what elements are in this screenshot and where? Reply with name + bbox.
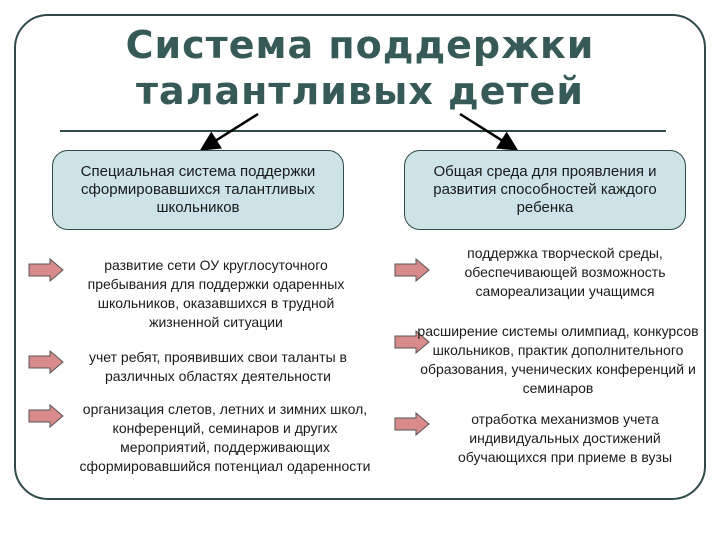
left-category-label: Специальная система поддержки сформировавшихся талантливых школьников (80, 163, 316, 216)
right-item-3: отработка механизмов учета индивидуальных достижений обучающихся при приеме в вузы (457, 411, 673, 465)
title-line-2: талантливых детей (136, 69, 584, 113)
left-item-1: развитие сети ОУ круглосуточного пребывания для поддержки одаренных школьников, оказавшихся в трудной жизненной ситуации (87, 257, 345, 330)
arrow-to-left-box (204, 114, 258, 148)
right-category-box (404, 150, 686, 230)
right-item-2: расширение системы олимпиад, конкурсов школьников, практик дополнительного образования, ученических конференций и семинаров (417, 323, 699, 396)
right-category-label: Общая среда для проявления и развития способностей каждого ребенка (433, 163, 657, 216)
right-arrow-icon (394, 412, 430, 436)
right-item-1: поддержка творческой среды, обеспечивающей возможность самореализации учащимся (464, 245, 666, 299)
title-line-1: Система поддержки (125, 23, 595, 67)
right-arrow-icon (394, 258, 430, 282)
right-arrow-icon (28, 350, 64, 374)
arrow-to-right-box (460, 114, 514, 148)
right-arrow-icon (28, 258, 64, 282)
left-item-3: организация слетов, летних и зимних школ, конференций, семинаров и других мероприятий, поддерживающих сформировавшийся потенциал одаренности (79, 401, 371, 474)
left-category-box (52, 150, 344, 230)
left-item-2: учет ребят, проявивших свои таланты в различных областях деятельности (89, 349, 347, 384)
right-arrow-icon (28, 404, 64, 428)
